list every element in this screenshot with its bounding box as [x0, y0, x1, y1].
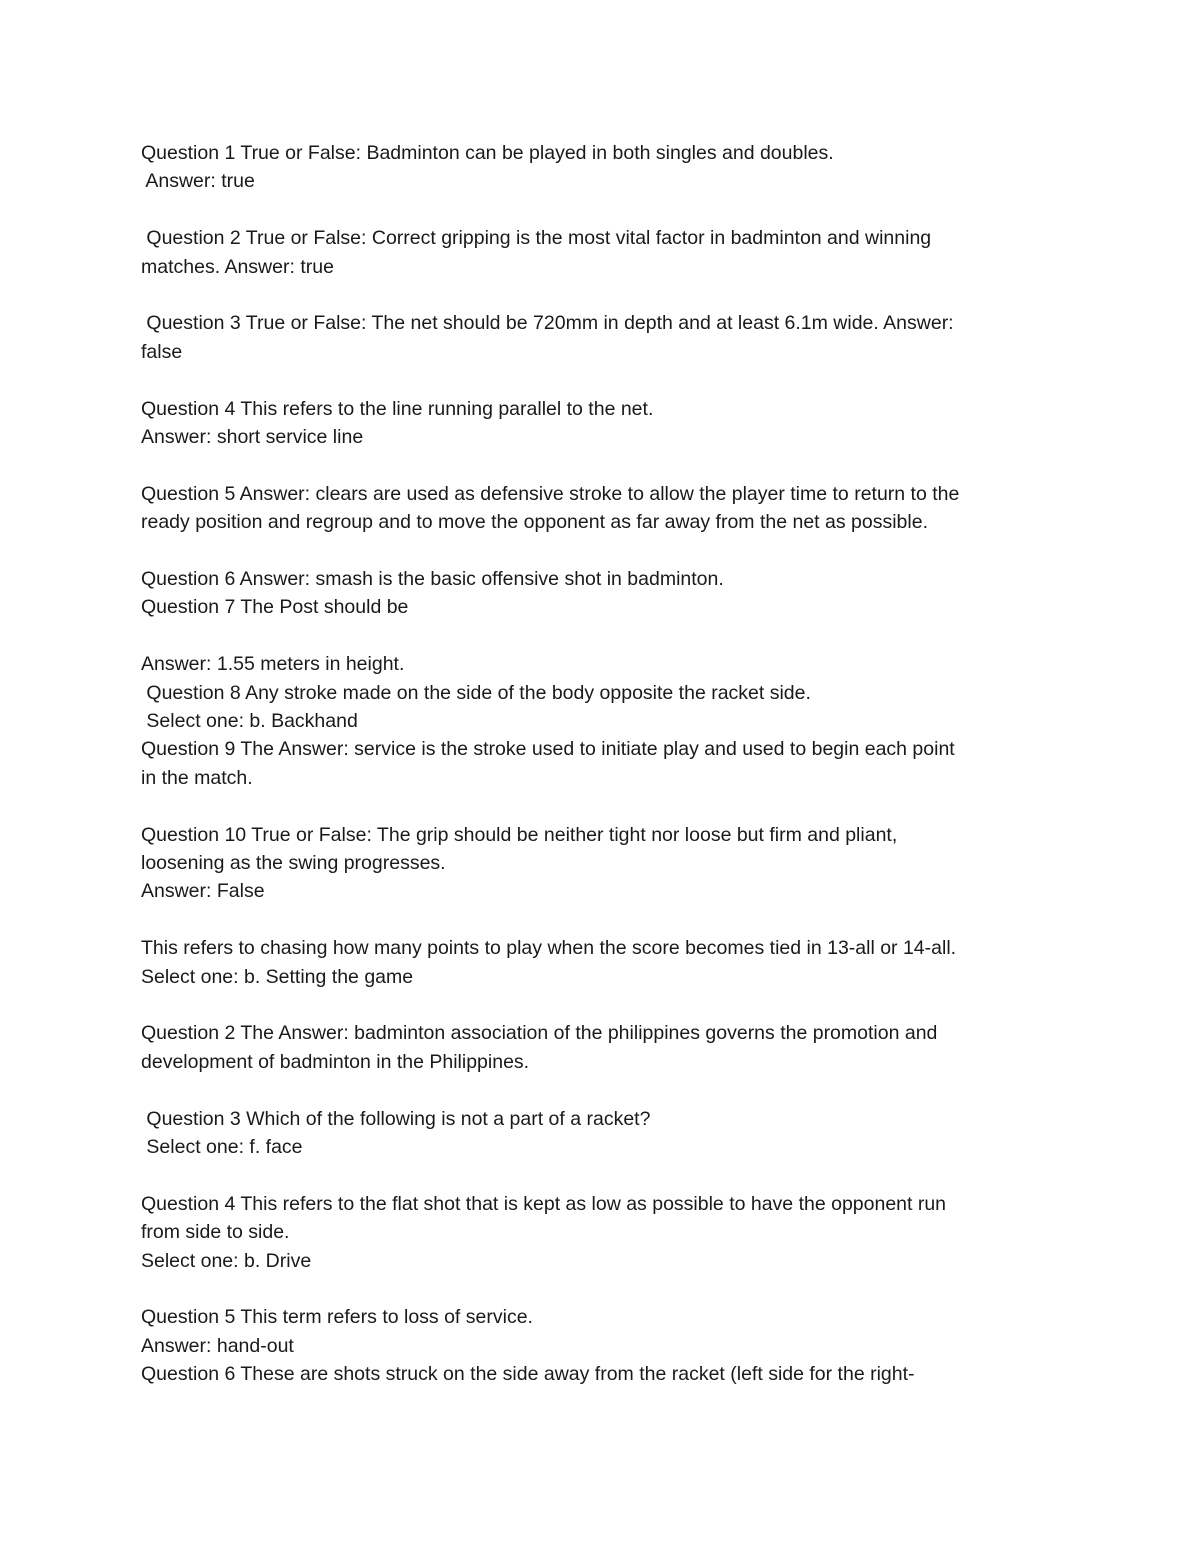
text-line: false — [141, 340, 183, 363]
text-line: Question 9 The Answer: service is the stroke used to initiate play and used to begin each point — [141, 738, 955, 761]
blank-line — [141, 281, 1061, 309]
blank-line — [141, 366, 1061, 394]
text-line: loosening as the swing progresses. — [141, 852, 446, 875]
text-line: ready position and regroup and to move the opponent as far away from the net as possible. — [141, 511, 928, 534]
document-body — [141, 139, 1061, 1389]
blank-line — [141, 792, 1061, 820]
blank-line — [141, 1275, 1061, 1303]
blank-line — [141, 622, 1061, 650]
text-line: development of badminton in the Philippines. — [141, 1050, 530, 1073]
blank-line — [141, 906, 1061, 934]
text-line: Question 5 This term refers to loss of service. — [141, 1306, 533, 1329]
text-line: Select one: b. Drive — [141, 1249, 312, 1272]
text-line: Question 4 This refers to the line running parallel to the net. — [141, 397, 654, 420]
text-line: Select one: b. Backhand — [141, 710, 358, 733]
text-line: Answer: 1.55 meters in height. — [141, 653, 405, 676]
text-line: Select one: b. Setting the game — [141, 965, 414, 988]
text-line: Question 1 True or False: Badminton can be played in both singles and doubles. — [141, 142, 834, 164]
blank-line — [141, 991, 1061, 1019]
text-line: matches. Answer: true — [141, 255, 334, 278]
text-line: This refers to chasing how many points to play when the score becomes tied in 13-all or 14-all. — [141, 937, 957, 960]
blank-line — [141, 196, 1061, 224]
text-line: Answer: False — [141, 880, 265, 903]
text-line: Question 4 This refers to the flat shot that is kept as low as possible to have the opponent run — [141, 1192, 947, 1215]
text-line: Question 6 Answer: smash is the basic offensive shot in badminton. — [141, 568, 724, 591]
text-line: Question 7 The Post should be — [141, 596, 409, 619]
text-line: Question 3 True or False: The net should be 720mm in depth and at least 6.1m wide. Answer: — [141, 312, 954, 335]
text-line: Question 6 These are shots struck on the side away from the racket (left side for the right- — [141, 1363, 915, 1386]
text-line: Answer: true — [141, 170, 255, 193]
blank-line — [141, 537, 1061, 565]
text-line: Question 3 Which of the following is not a part of a racket? — [141, 1107, 651, 1130]
text-line: Question 2 True or False: Correct gripping is the most vital factor in badminton and winning — [141, 227, 932, 250]
text-line: Question 10 True or False: The grip should be neither tight nor loose but firm and pliant, — [141, 823, 898, 846]
text-line: Answer: hand-out — [141, 1334, 294, 1357]
text-line: from side to side. — [141, 1221, 290, 1244]
text-line: Answer: short service line — [141, 426, 364, 449]
text-line: Select one: f. face — [141, 1136, 303, 1159]
text-line: Question 2 The Answer: badminton association of the philippines governs the promotion and — [141, 1022, 938, 1045]
text-line: Question 8 Any stroke made on the side of the body opposite the racket side. — [141, 681, 811, 704]
blank-line — [141, 451, 1061, 479]
blank-line — [141, 1076, 1061, 1104]
text-line: Question 5 Answer: clears are used as defensive stroke to allow the player time to return to the — [141, 482, 960, 505]
blank-line — [141, 1161, 1061, 1189]
text-line: in the match. — [141, 766, 253, 789]
